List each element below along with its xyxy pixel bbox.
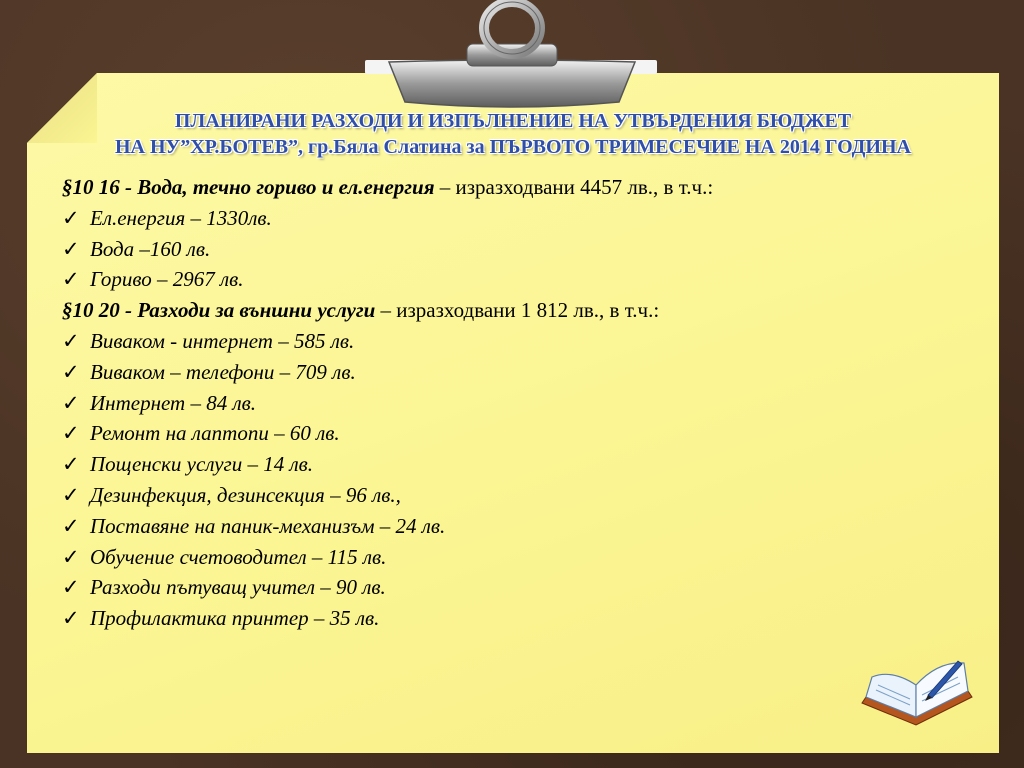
check-icon: ✓ (62, 421, 80, 446)
page-title (27, 108, 999, 160)
list-item (62, 388, 962, 419)
list-item-text: Пощенски услуги – 14 лв. (90, 452, 313, 477)
check-icon: ✓ (62, 544, 80, 569)
list-item-text: Дезинфекция, дезинсекция – 96 лв., (90, 482, 401, 507)
list-item (62, 480, 962, 511)
list-item-text: Интернет – 84 лв. (90, 390, 256, 415)
title-line-1: ПЛАНИРАНИ РАЗХОДИ И ИЗПЪЛНЕНИЕ НА УТВЪРДЕНИЯ БЮДЖЕТ (174, 110, 852, 132)
list-item (62, 603, 962, 634)
check-icon: ✓ (62, 452, 80, 477)
open-book-icon (858, 655, 976, 730)
check-icon: ✓ (62, 359, 80, 384)
list-item (62, 418, 962, 449)
list-item (62, 449, 962, 480)
section-heading (62, 172, 962, 203)
check-icon: ✓ (62, 205, 80, 230)
list-item-text: Гориво – 2967 лв. (90, 267, 244, 292)
paper-clip-icon (383, 0, 641, 112)
check-icon: ✓ (62, 606, 80, 631)
list-item-text: Виваком - интернет – 585 лв. (90, 328, 355, 353)
check-icon: ✓ (62, 513, 80, 538)
list-item (62, 203, 962, 234)
list-item (62, 326, 962, 357)
expense-list (62, 172, 962, 634)
list-item (62, 542, 962, 573)
list-item (62, 572, 962, 603)
list-item-text: Ремонт на лаптопи – 60 лв. (90, 421, 340, 446)
title-line-2: НА НУ”ХР.БОТЕВ”, гр.Бяла Слатина за ПЪРВОТО ТРИМЕСЕЧИЕ НА 2014 ГОДИНА (115, 136, 911, 158)
list-item (62, 357, 962, 388)
section-summary: – изразходвани 4457 лв., в т.ч.: (434, 175, 714, 199)
list-item-text: Поставяне на паник-механизъм – 24 лв. (90, 513, 446, 538)
check-icon: ✓ (62, 575, 80, 600)
section-code: §10 16 - Вода, течно гориво и ел.енергия (62, 175, 435, 199)
list-item-text: Вода –160 лв. (90, 236, 211, 261)
section-code: §10 20 - Разходи за външни услуги (62, 298, 376, 323)
list-item-text: Ел.енергия – 1330лв. (90, 205, 272, 230)
list-item-text: Обучение счетоводител – 115 лв. (90, 544, 387, 569)
check-icon: ✓ (62, 236, 80, 261)
list-item-text: Профилактика принтер – 35 лв. (90, 606, 380, 631)
check-icon: ✓ (62, 328, 80, 353)
check-icon: ✓ (62, 390, 80, 415)
check-icon: ✓ (62, 267, 80, 292)
section-heading (62, 295, 962, 326)
list-item (62, 264, 962, 295)
list-item (62, 234, 962, 265)
section-summary: – изразходвани 1 812 лв., в т.ч.: (375, 298, 660, 323)
check-icon: ✓ (62, 482, 80, 507)
list-item-text: Разходи пътуващ учител – 90 лв. (90, 575, 386, 600)
list-item-text: Виваком – телефони – 709 лв. (90, 359, 356, 384)
list-item (62, 511, 962, 542)
